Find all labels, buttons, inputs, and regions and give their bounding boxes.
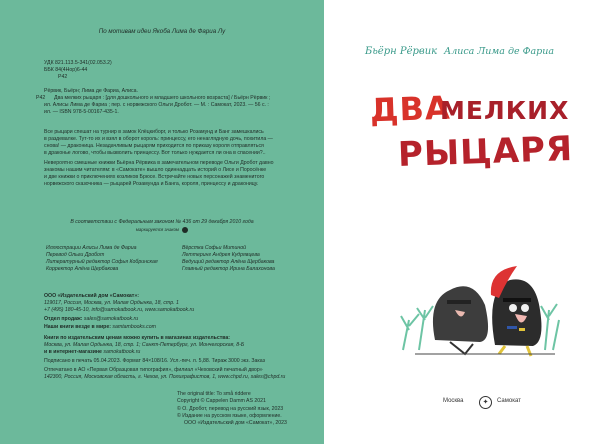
credit: Вёрстка Софьи Митиной [182, 245, 246, 251]
bbk: ББК 84(4Нор)6-44 [44, 67, 88, 73]
credit: Главный редактор Ирина Балахонова [182, 266, 275, 272]
promo-line: норвежского сказочника — рыцарей Розамунда и Банга, короля, принцессу и драконицу. [44, 181, 259, 187]
publisher-name: ООО «Издательский дом «Самокат»: [44, 293, 139, 299]
publisher-city: Москва [443, 398, 464, 404]
summary-line: в раздевалке. Тут-то их и взял в оборот король: принцессу, его ненаглядную дочь, похитила — [44, 136, 273, 142]
law-notice-mark [0, 226, 324, 233]
publisher-contacts: +7 (495) 180-45-10, info@samokatbook.ru, www.samokatbook.ru [44, 307, 195, 313]
printer-line1: Отпечатано в АО «Первая Образцовая типография», филиал «Чеховский печатный двор» [44, 367, 263, 373]
author-1: Бьёрн Рёрвик [365, 46, 438, 57]
promo-line: Невероятно смешные книжки Бьёрна Рёрвика в замечательном переводе Ольги Дробот давно [44, 160, 274, 166]
copyright-line: The original title: To små riddere [177, 391, 251, 397]
stores-line2: Москва, ул. Малая Ордынка, 18, стр. 1; Санкт-Петербург, ул. Мончегорская, 8-Б [44, 342, 245, 348]
world-line [44, 324, 156, 331]
world-label: Наши книги везде в мире: [44, 324, 111, 330]
bib-line1: Два мелких рыцаря : [для дошкольного и младшего школьного возраста] / Бьёрн Рёрвик ; [54, 95, 271, 101]
stores-line3 [44, 349, 140, 356]
printer-line2: 142300, Россия, Московская область, г. Чехов, ул. Полиграфистов, 1, www.chpd.ru, sales@chpd.ru [44, 374, 286, 380]
title-word-3: РЫЦАРЯ [397, 128, 574, 176]
author-2: Алиса Лима де Фариа [444, 46, 555, 57]
world-site: samtambooks.com [112, 324, 156, 330]
udk: УДК 821.113.5-341(02.053.2) [44, 60, 112, 66]
stores-site: samokatbook.ru [103, 349, 141, 355]
title-page [324, 0, 600, 444]
credit: Корректор Алёна Щербакова [46, 266, 119, 272]
bib-line3: ил. — ISBN 978-5-00167-435-1. [44, 109, 119, 115]
copyright-line: Copyright © Cappelen Damm AS 2021 [177, 398, 266, 404]
credit: Ведущий редактор Алёна Щербакова [182, 259, 275, 265]
law-notice: В соответствии с Федеральным законом № 436 от 29 декабря 2010 года [70, 219, 254, 225]
sales-line [44, 316, 138, 323]
print-info: Подписано в печать 05.04.2023. Формат 84×108/16. Усл.-печ. л. 5,88. Тираж 3000 экз. Заказ [44, 358, 265, 364]
bib-code: Р42 [36, 95, 46, 101]
summary-line: в драконье логово, чтобы вызволить принцессу. Вот только нуждается ли она в спасении?.. [44, 150, 266, 156]
promo-line: знакомы нашим читателям: в «Самокате» вышло одиннадцать историй о Лисе и Поросёнке [44, 167, 267, 173]
credit: Литературный редактор Софья Кобринская [46, 259, 158, 265]
summary-line: снова! — драконица. Незадачливым рыцарям приходится по приказу короля отправляться [44, 143, 264, 149]
summary-line: Все рыцари спешат на турнир в замок Клёцкиборг, и только Розамунд и Банг замешкались [44, 129, 264, 135]
stores-label: и в интернет-магазине [44, 349, 102, 355]
credit: Иллюстрации Алисы Лима де Фариа [46, 245, 137, 251]
two-knights-illustration [395, 250, 565, 360]
credit: Перевод Ольги Дробот [46, 252, 105, 258]
sales-email: sales@samokatbook.ru [83, 316, 139, 322]
law-notice-text: маркируется знаком [135, 227, 179, 232]
stores-line1: Книги по издательским ценам можно купить в магазинах издательства: [44, 335, 230, 341]
copyright-line: © Издание на русском языке, оформление. [177, 413, 282, 419]
copyright-line: © О. Дробот, перевод на русский язык, 2023 [177, 406, 284, 412]
sales-label: Отдел продаж: [44, 316, 83, 322]
motto: По мотивам идеи Якоба Лима де Фариа Лу [98, 28, 226, 35]
copyright-line: ООО «Издательский дом «Самокат», 2023 [184, 420, 287, 426]
bib-authors: Рёрвик, Бьёрн; Лима де Фариа, Алиса. [44, 88, 138, 94]
bib-line2: ил. Алисы Лима де Фариа ; пер. с норвежского Ольги Дробот. — М. : Самокат, 2023. — 56 с. : [44, 102, 269, 108]
author-code: Р42 [58, 74, 68, 80]
publisher-brand: Самокат [497, 398, 521, 404]
age-rating-icon [182, 227, 188, 233]
samokat-logo-icon: ✦ [479, 396, 492, 409]
credit: Леттеринг Андрея Кудрявцева [182, 252, 260, 258]
title-word-1: ДВА [369, 88, 452, 130]
promo-line: и две книжки о приключениях козликов Брюсе. Встречайте новых персонажей знаменитого [44, 174, 265, 180]
title-word-2: МЕЛКИХ [440, 96, 570, 125]
publisher-address: 119017, Россия, Москва, ул. Малая Ордынка, 18, стр. 1 [44, 300, 179, 306]
